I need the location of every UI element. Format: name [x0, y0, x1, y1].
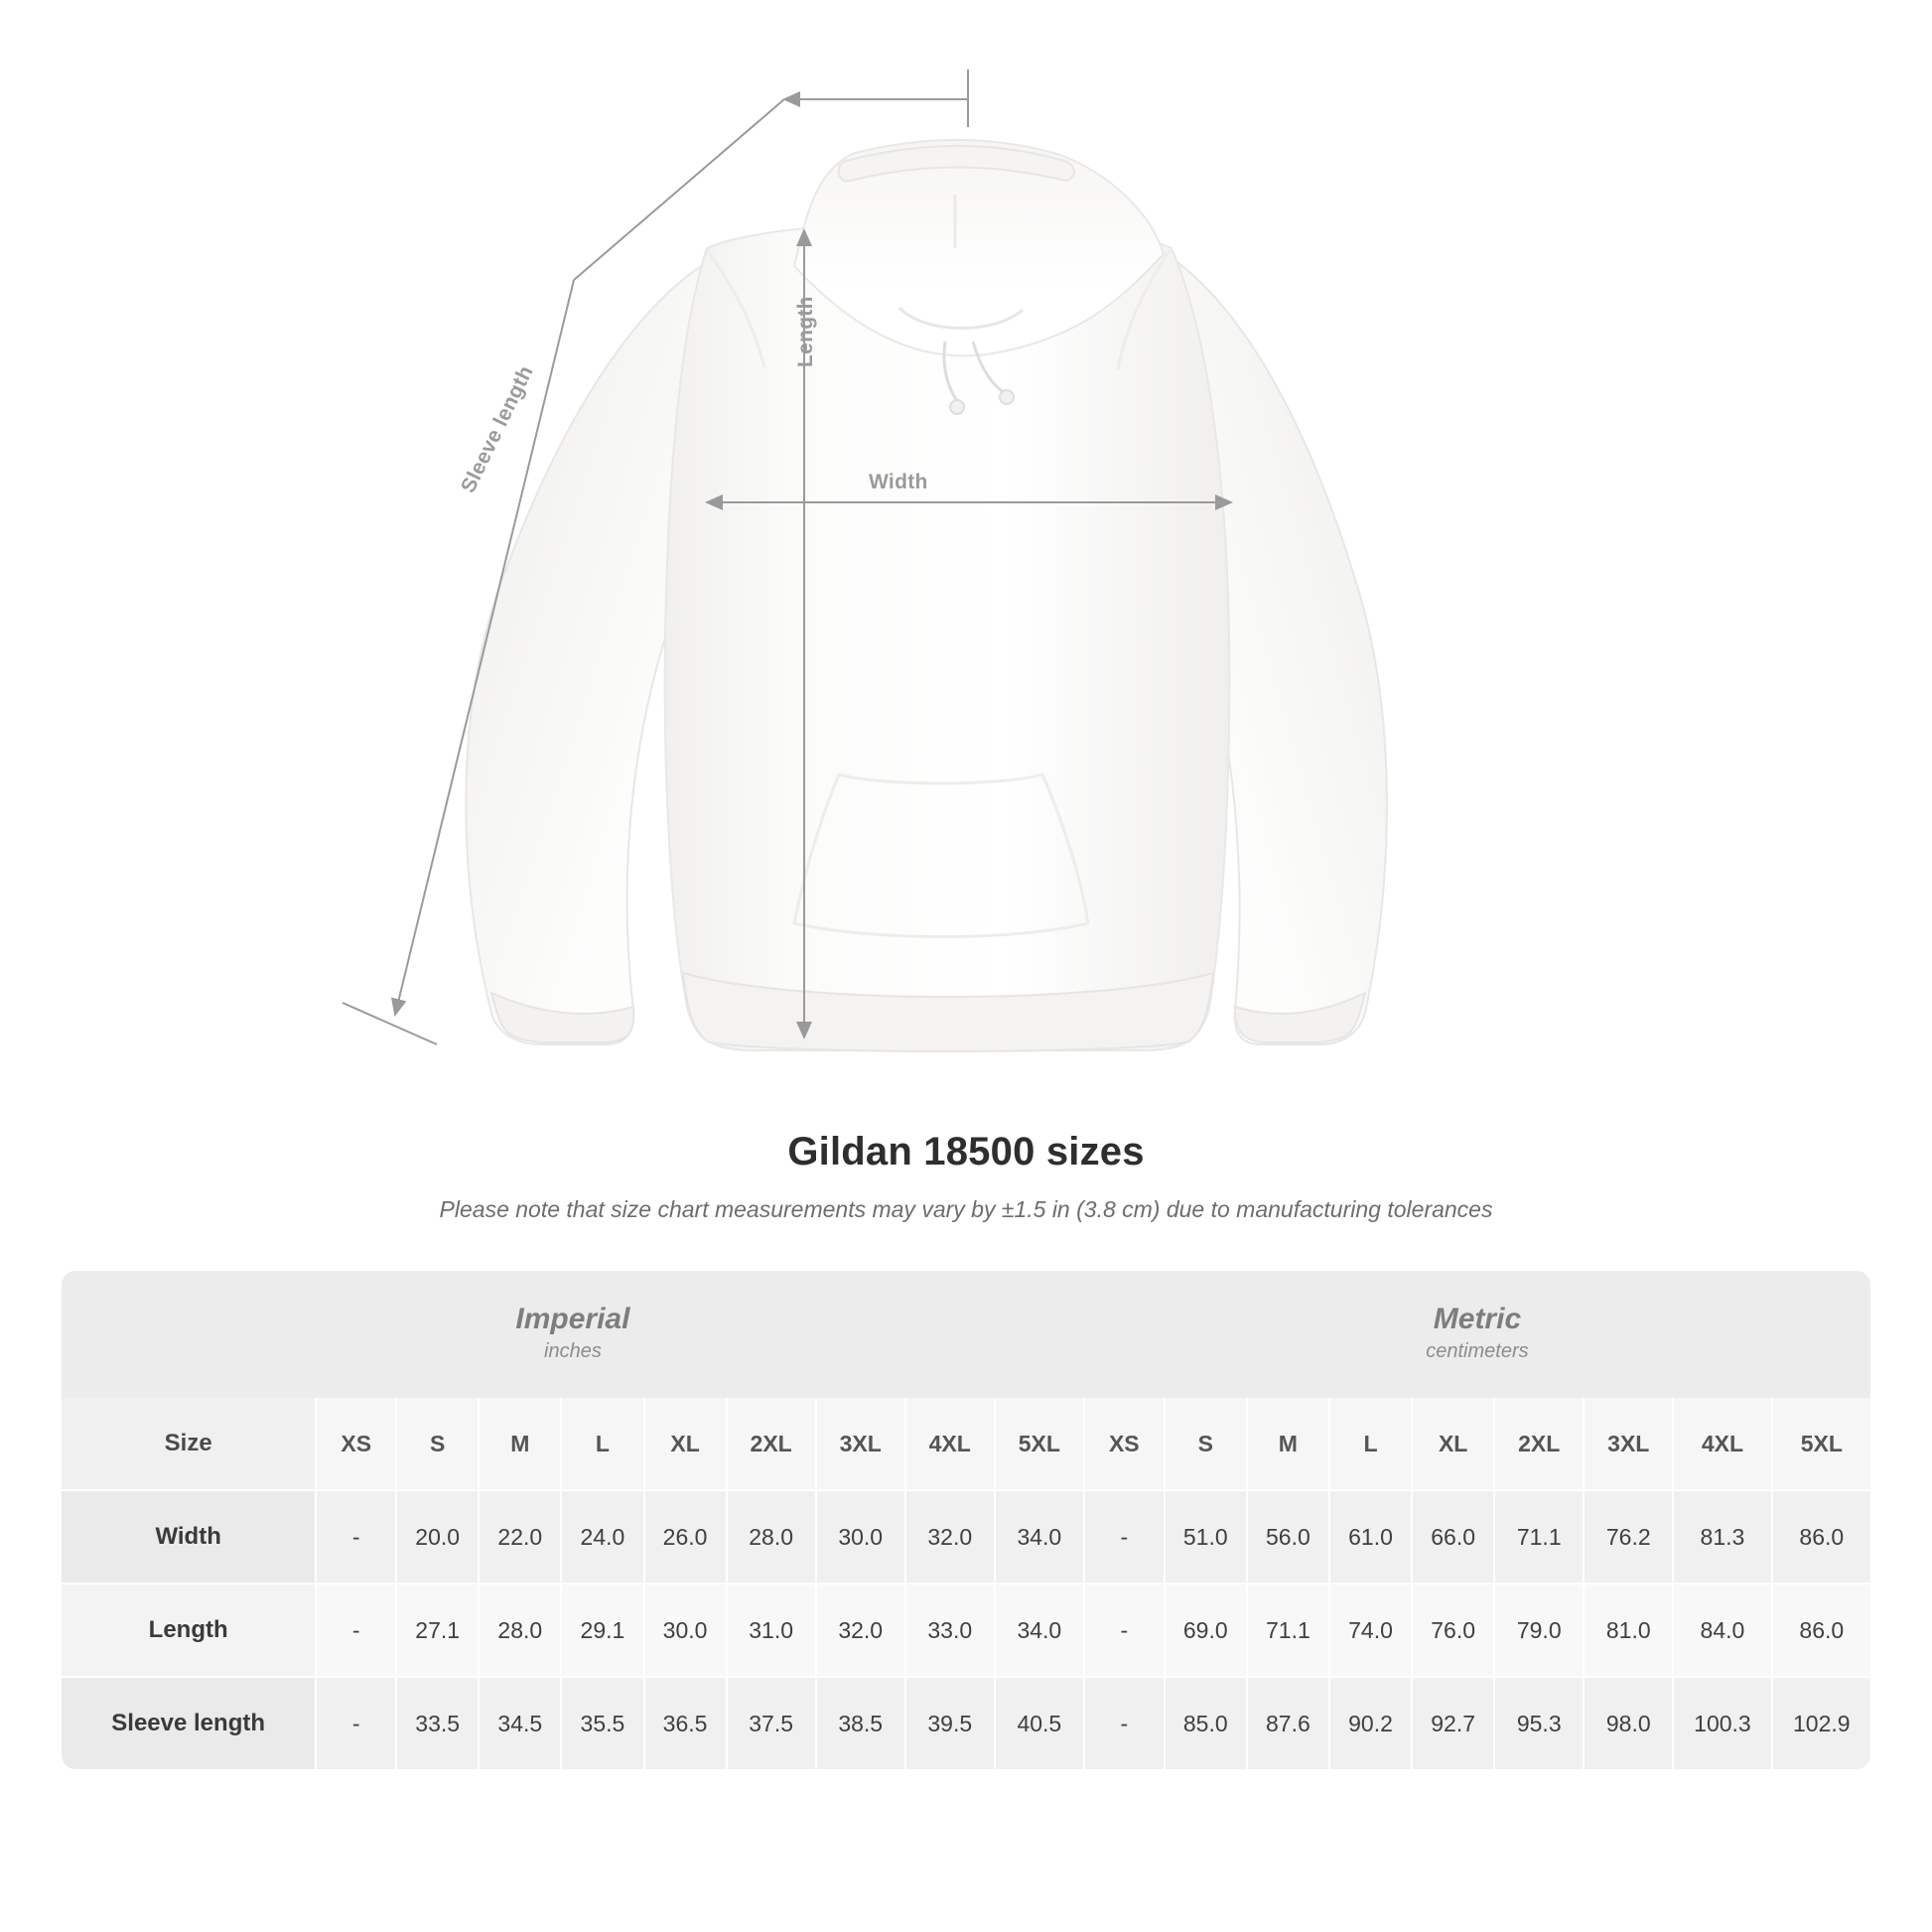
page-title: Gildan 18500 sizes	[787, 1130, 1145, 1173]
cell-sleeve-16: 100.3	[1673, 1677, 1771, 1769]
cell-sleeve-15: 98.0	[1584, 1677, 1673, 1769]
cell-length-16: 84.0	[1673, 1584, 1771, 1677]
cell-width-1: 20.0	[396, 1490, 479, 1584]
header-col-13: XL	[1412, 1398, 1494, 1490]
cell-length-8: 34.0	[995, 1584, 1084, 1677]
cell-width-16: 81.3	[1673, 1490, 1771, 1584]
cell-length-0: -	[316, 1584, 396, 1677]
sleeve-length-label: Sleeve length	[457, 361, 538, 497]
row-label-width: Width	[62, 1490, 316, 1584]
cell-length-17: 86.0	[1772, 1584, 1870, 1677]
header-col-9: XS	[1084, 1398, 1165, 1490]
cell-width-4: 26.0	[644, 1490, 727, 1584]
table-row	[62, 1677, 1870, 1769]
cell-width-10: 51.0	[1165, 1490, 1247, 1584]
hoodie-artwork	[466, 140, 1387, 1051]
header-col-7: 4XL	[905, 1398, 995, 1490]
metric-sub: centimeters	[1426, 1340, 1529, 1363]
cell-sleeve-7: 39.5	[905, 1677, 995, 1769]
cell-width-0: -	[316, 1490, 396, 1584]
header-col-5: 2XL	[727, 1398, 816, 1490]
cell-length-3: 29.1	[561, 1584, 643, 1677]
imperial-sub: inches	[544, 1340, 602, 1363]
cell-sleeve-8: 40.5	[995, 1677, 1084, 1769]
cell-length-1: 27.1	[396, 1584, 479, 1677]
header-col-0: XS	[316, 1398, 396, 1490]
cell-width-5: 28.0	[727, 1490, 816, 1584]
cell-width-15: 76.2	[1584, 1490, 1673, 1584]
header-col-11: M	[1247, 1398, 1329, 1490]
header-col-1: S	[396, 1398, 479, 1490]
length-label: Length	[794, 296, 817, 367]
header-col-2: M	[479, 1398, 561, 1490]
cell-width-3: 24.0	[561, 1490, 643, 1584]
cell-length-14: 79.0	[1494, 1584, 1584, 1677]
width-label: Width	[869, 471, 928, 493]
imperial-label: Imperial	[515, 1302, 630, 1335]
cell-width-2: 22.0	[479, 1490, 561, 1584]
cell-sleeve-14: 95.3	[1494, 1677, 1584, 1769]
tolerance-note: Please note that size chart measurements may vary by ±1.5 in (3.8 cm) due to manufacturing tolerances	[439, 1196, 1493, 1222]
header-col-8: 5XL	[995, 1398, 1084, 1490]
header-col-12: L	[1329, 1398, 1412, 1490]
unit-band-row	[62, 1271, 1870, 1398]
table-row	[62, 1584, 1870, 1677]
cell-sleeve-13: 92.7	[1412, 1677, 1494, 1769]
metric-group-header	[1084, 1271, 1870, 1398]
cell-length-9: -	[1084, 1584, 1165, 1677]
cell-sleeve-1: 33.5	[396, 1677, 479, 1769]
cell-width-17: 86.0	[1772, 1490, 1870, 1584]
cell-sleeve-3: 35.5	[561, 1677, 643, 1769]
cell-length-7: 33.0	[905, 1584, 995, 1677]
cell-sleeve-11: 87.6	[1247, 1677, 1329, 1769]
sleeve-end-tick	[343, 1003, 437, 1044]
header-col-16: 4XL	[1673, 1398, 1771, 1490]
cell-length-15: 81.0	[1584, 1584, 1673, 1677]
header-col-6: 3XL	[816, 1398, 905, 1490]
cell-width-13: 66.0	[1412, 1490, 1494, 1584]
cell-width-8: 34.0	[995, 1490, 1084, 1584]
size-table-wrapper	[62, 1271, 1870, 1769]
cell-width-14: 71.1	[1494, 1490, 1584, 1584]
cell-length-2: 28.0	[479, 1584, 561, 1677]
cell-sleeve-2: 34.5	[479, 1677, 561, 1769]
column-header-row	[62, 1398, 1870, 1490]
header-col-10: S	[1165, 1398, 1247, 1490]
cell-width-11: 56.0	[1247, 1490, 1329, 1584]
metric-label: Metric	[1433, 1302, 1522, 1335]
header-col-15: 3XL	[1584, 1398, 1673, 1490]
header-col-3: L	[561, 1398, 643, 1490]
header-col-17: 5XL	[1772, 1398, 1870, 1490]
cell-length-6: 32.0	[816, 1584, 905, 1677]
imperial-group-header	[62, 1271, 1084, 1398]
cell-length-13: 76.0	[1412, 1584, 1494, 1677]
cell-sleeve-10: 85.0	[1165, 1677, 1247, 1769]
cell-sleeve-5: 37.5	[727, 1677, 816, 1769]
cell-width-9: -	[1084, 1490, 1165, 1584]
cell-length-10: 69.0	[1165, 1584, 1247, 1677]
cell-sleeve-9: -	[1084, 1677, 1165, 1769]
cell-sleeve-12: 90.2	[1329, 1677, 1412, 1769]
cell-sleeve-17: 102.9	[1772, 1677, 1870, 1769]
cell-width-7: 32.0	[905, 1490, 995, 1584]
row-label-length: Length	[62, 1584, 316, 1677]
header-col-14: 2XL	[1494, 1398, 1584, 1490]
cell-width-6: 30.0	[816, 1490, 905, 1584]
cell-sleeve-4: 36.5	[644, 1677, 727, 1769]
cell-sleeve-0: -	[316, 1677, 396, 1769]
header-size: Size	[62, 1398, 316, 1490]
cell-sleeve-6: 38.5	[816, 1677, 905, 1769]
cell-length-11: 71.1	[1247, 1584, 1329, 1677]
cell-length-4: 30.0	[644, 1584, 727, 1677]
cell-length-12: 74.0	[1329, 1584, 1412, 1677]
cell-width-12: 61.0	[1329, 1490, 1412, 1584]
header-col-4: XL	[644, 1398, 727, 1490]
size-table	[62, 1271, 1870, 1769]
row-label-sleeve-length: Sleeve length	[62, 1677, 316, 1769]
cell-length-5: 31.0	[727, 1584, 816, 1677]
table-row	[62, 1490, 1870, 1584]
